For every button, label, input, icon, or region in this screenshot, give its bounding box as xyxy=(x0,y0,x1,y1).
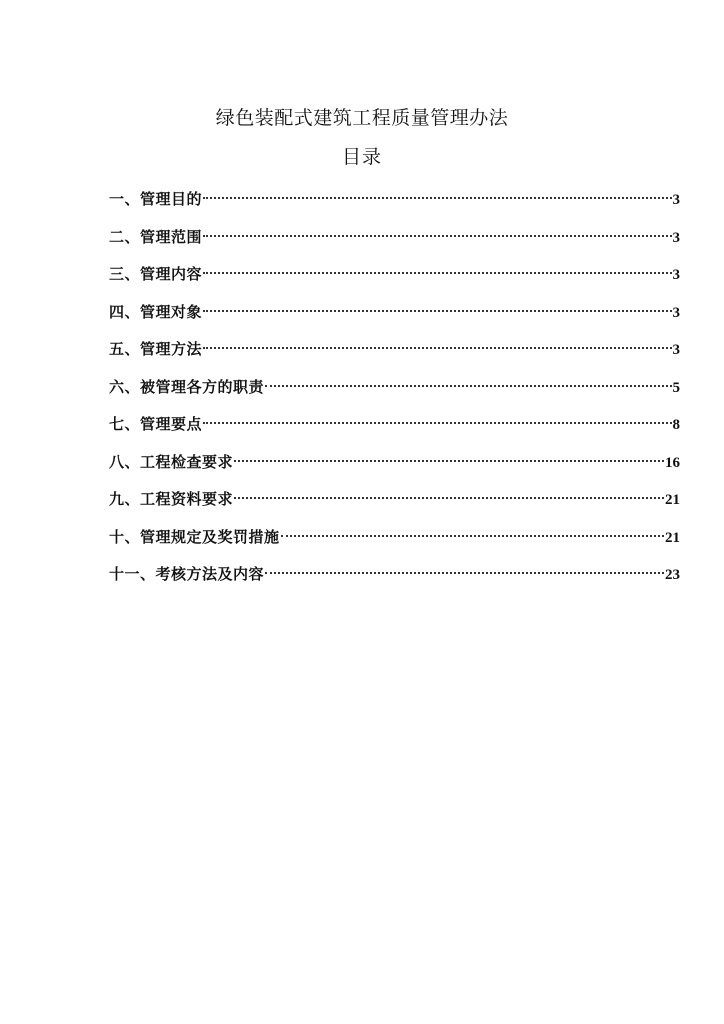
toc-entry-label: 六、被管理各方的职责 xyxy=(109,377,265,396)
toc-dot-leader xyxy=(234,438,664,462)
toc-entry-label: 三、管理内容 xyxy=(109,265,203,283)
toc-entry-page: 3 xyxy=(672,342,680,358)
toc-entry-page: 3 xyxy=(672,229,680,246)
toc-entry-page: 16 xyxy=(665,454,680,471)
toc-entry-label: 五、管理方法 xyxy=(109,340,203,358)
toc-entry-page: 3 xyxy=(672,304,680,321)
toc-entry-label: 十、管理规定及奖罚措施 xyxy=(109,527,280,546)
toc-dot-leader xyxy=(203,288,671,312)
toc-entry-page: 8 xyxy=(672,417,680,433)
toc-entry-page: 23 xyxy=(665,567,680,583)
toc-dot-leader xyxy=(234,475,664,499)
document-title: 绿色装配式建筑工程质量管理办法 xyxy=(215,107,509,129)
toc-entry-label: 一、管理目的 xyxy=(109,190,203,208)
toc-dot-leader xyxy=(203,175,671,199)
toc-entry-label: 四、管理对象 xyxy=(109,302,203,321)
toc-entry[interactable] xyxy=(109,555,680,593)
toc-entry-page: 21 xyxy=(665,529,680,546)
toc-dot-leader xyxy=(265,363,671,387)
toc-entry-label: 八、工程检查要求 xyxy=(109,452,234,471)
toc-dot-leader xyxy=(203,325,671,349)
table-of-contents xyxy=(109,180,680,593)
toc-entry-page: 21 xyxy=(665,492,680,508)
toc-dot-leader xyxy=(281,513,664,537)
toc-dot-leader xyxy=(203,400,671,424)
toc-entry-label: 十一、考核方法及内容 xyxy=(109,565,265,583)
toc-entry-page: 5 xyxy=(672,379,680,396)
toc-dot-leader xyxy=(203,213,671,237)
toc-entry-page: 3 xyxy=(672,192,680,208)
toc-entry-page: 3 xyxy=(672,267,680,283)
toc-entry-label: 七、管理要点 xyxy=(109,415,203,433)
toc-dot-leader xyxy=(265,550,664,574)
toc-entry-label: 二、管理范围 xyxy=(109,227,203,246)
toc-heading: 目录 xyxy=(341,146,382,168)
toc-dot-leader xyxy=(203,250,671,274)
toc-entry-label: 九、工程资料要求 xyxy=(109,490,234,508)
